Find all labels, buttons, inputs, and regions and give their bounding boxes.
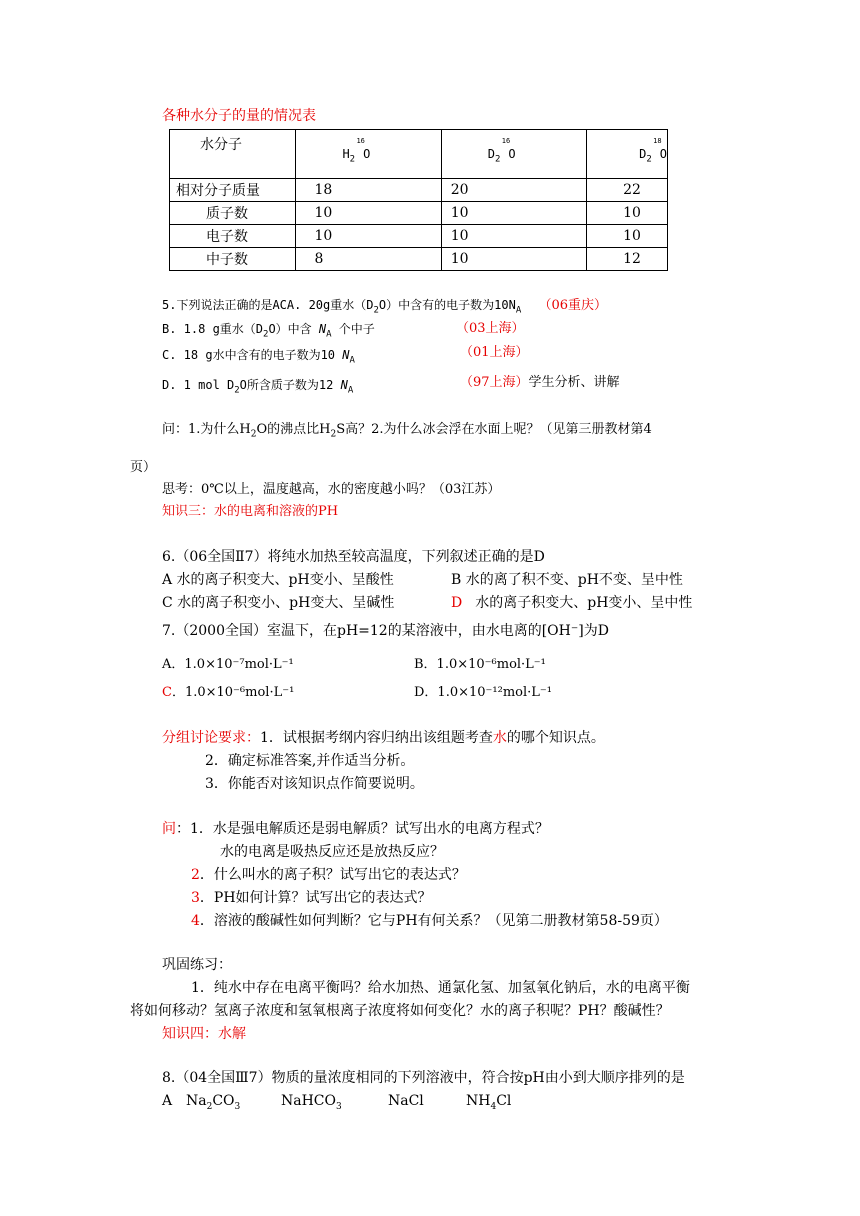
group-line-1: 分组讨论要求：1．试根据考纲内容归纳出该组题考查水的哪个知识点。 — [162, 730, 605, 746]
practice-heading: 巩固练习： — [162, 957, 232, 973]
cell: 8 — [296, 248, 441, 271]
ask2-line-3: 3．PH如何计算？试写出它的表达式？ — [191, 890, 432, 906]
cell: 10 — [587, 202, 668, 225]
table-header-row — [170, 130, 668, 179]
table-row — [170, 225, 668, 248]
row-label: 相对分子质量 — [170, 179, 296, 202]
q5-d-source: （97上海）学生分析、讲解 — [460, 375, 620, 390]
row-label: 中子数 — [170, 248, 296, 271]
table-row — [170, 202, 668, 225]
q6-option-b: B 水的离了积不变、pH不变、呈中性 — [451, 572, 683, 588]
group-line-3: 3．你能否对该知识点作简要说明。 — [205, 776, 424, 792]
q5-b-source: （03上海） — [456, 321, 525, 336]
q5-c-source: （01上海） — [460, 345, 529, 360]
row-label: 电子数 — [170, 225, 296, 248]
ask2-line-4: 4．溶液的酸碱性如何判断？它与PH有何关系？（见第二册教材第58-59页） — [191, 913, 668, 929]
cell: 10 — [296, 225, 441, 248]
q6-stem: 6.（06全国Ⅱ7）将纯水加热至较高温度，下列叙述正确的是D — [162, 549, 545, 565]
q8-option-a-label: A — [162, 1093, 173, 1109]
q8-stem: 8.（04全国Ⅲ7）物质的量浓度相同的下列溶液中，符合按pH由小到大顺序排列的是 — [162, 1070, 685, 1086]
practice-line-2: 将如何移动？氢离子浓度和氢氧根离子浓度将如何变化？水的离子积呢？PH？酸碱性？ — [130, 1003, 670, 1019]
q6-option-d: D 水的离子积变大、pH变小、呈中性 — [451, 595, 693, 611]
cell: 20 — [441, 179, 586, 202]
cell: 18 — [296, 179, 441, 202]
ask2-line-2: 2．什么叫水的离子积？试写出它的表达式？ — [191, 867, 466, 883]
q8-item-2: NaHCO$_3$ — [281, 1093, 342, 1112]
cell: 10 — [296, 202, 441, 225]
table-caption: 各种水分子的量的情况表 — [162, 108, 316, 124]
table-row — [170, 179, 668, 202]
q6-option-c: C 水的离子积变小、pH变大、呈碱性 — [162, 595, 395, 611]
cell: 10 — [441, 202, 586, 225]
q7-option-c: C．1.0×10⁻⁶mol·L⁻¹ — [162, 685, 295, 700]
row-label: 质子数 — [170, 202, 296, 225]
ask1-line: 问：1.为什么$H_2O$的沸点比$H_2S$高？2.为什么冰会浮在水面上呢？（见第三册教材第4 — [162, 422, 652, 440]
q7-option-b: B．1.0×10⁻⁶mol·L⁻¹ — [414, 657, 546, 672]
q5-option-d: D. 1 mol $D_2O$所含质子数为12 $N_A$ — [162, 378, 354, 396]
practice-line-1: 1．纯水中存在电离平衡吗？给水加热、通氯化氢、加氢氧化钠后，水的电离平衡 — [191, 980, 690, 996]
q8-item-1: $Na_2CO_3$ — [186, 1093, 241, 1112]
q7-stem: 7.（2000全国）室温下，在pH=12的某溶液中，由水电离的[OH⁻]为D — [162, 623, 609, 639]
cell: 10 — [441, 225, 586, 248]
table-row — [170, 248, 668, 271]
cell: 10 — [587, 225, 668, 248]
think-line: 思考：0℃以上，温度越高，水的密度越小吗？（03江苏） — [162, 482, 501, 497]
q8-item-3: NaCl — [388, 1093, 424, 1109]
q7-option-d: D．1.0×10⁻¹²mol·L⁻¹ — [414, 685, 552, 700]
header-d2o16: D 16 $_2$ O — [441, 130, 586, 179]
q6-option-a: A 水的离子积变大、pH变小、呈酸性 — [162, 572, 394, 588]
ask2-line-1b: 水的电离是吸热反应还是放热反应？ — [220, 844, 444, 860]
group-line-2: 2．确定标准答案,并作适当分析。 — [205, 753, 415, 769]
header-h2o16: H 16 $_2$ O — [296, 130, 441, 179]
q5-option-c: C. 18 g水中含有的电子数为10 $N_A$ — [162, 348, 355, 366]
ask2-line-1: 问：1．水是强电解质还是弱电解质？试写出水的电离方程式？ — [162, 821, 549, 837]
q8-item-4: $NH_4Cl$ — [466, 1093, 512, 1112]
cell: 22 — [587, 179, 668, 202]
water-molecule-table — [169, 129, 668, 271]
header-label: 水分子 — [170, 130, 296, 179]
q5-stem: 5.下列说法正确的是ACA. 20g重水$(D_2O)$中含有的电子数为$10N_A$ （06重庆） — [162, 298, 608, 316]
cell: 12 — [587, 248, 668, 271]
q7-option-a: A．1.0×10⁻⁷mol·L⁻¹ — [162, 657, 294, 672]
header-d2o18: D 18 $_2$ O — [587, 130, 668, 179]
q5-option-b: B. 1.8 g重水$(D_2O)$中含 $N_A$ 个中子 — [162, 322, 375, 340]
knowledge-3-heading: 知识三：水的电离和溶液的PH — [162, 504, 339, 519]
ask1-wrap: 页） — [130, 460, 157, 475]
cell: 10 — [441, 248, 586, 271]
knowledge-4-heading: 知识四：水解 — [162, 1026, 246, 1042]
